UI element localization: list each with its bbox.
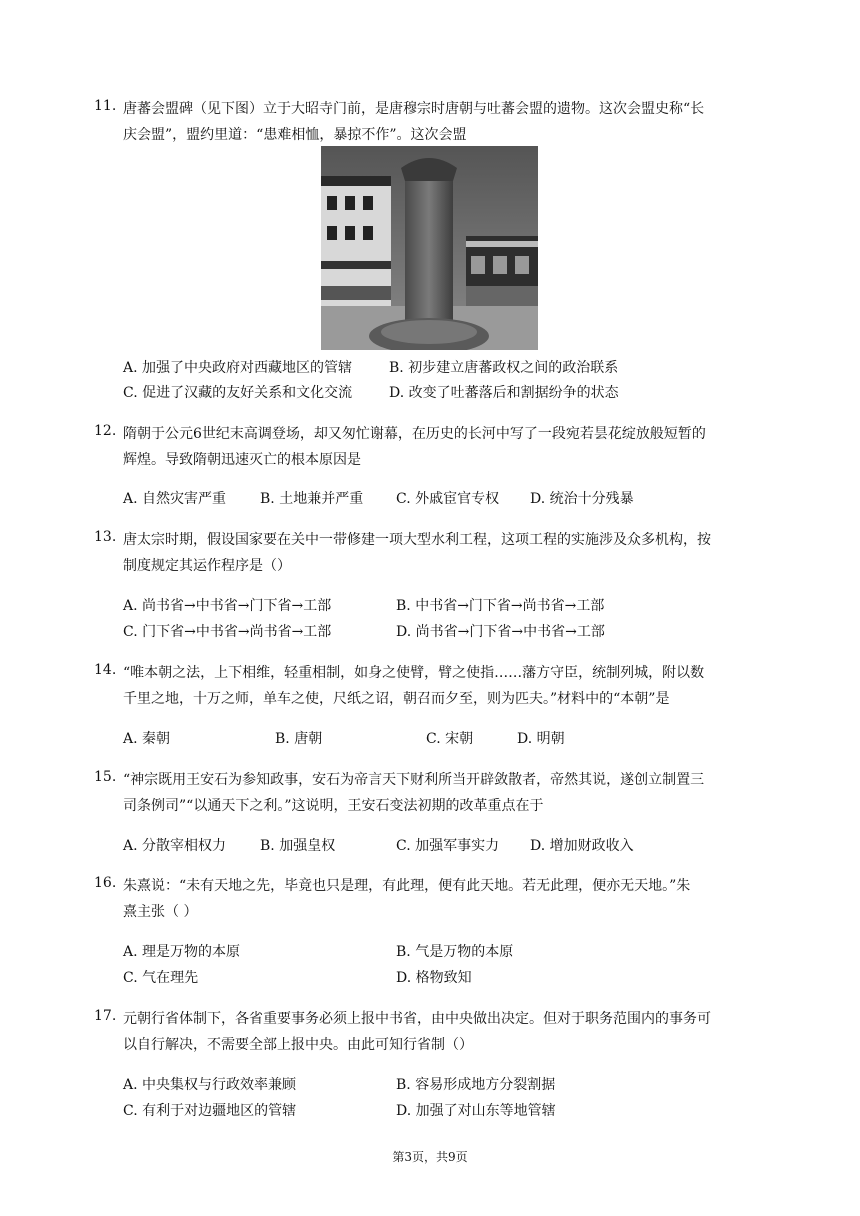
question-11-stem-line-2: 庆会盟”，盟约里道：“患难相恤，暴掠不作”。这次会盟: [123, 127, 467, 143]
question-13-option-c: C. 门下省→中书省→尚书省→工部: [123, 624, 332, 640]
question-16-option-b: B. 气是万物的本原: [396, 944, 514, 960]
question-17-option-b: B. 容易形成地方分裂割据: [396, 1077, 556, 1093]
question-17-stem-line-1: 元朝行省体制下，各省重要事务必须上报中书省，由中央做出决定。但对于职务范围内的事务可: [123, 1011, 711, 1027]
page-number-footer: 第3页，共9页: [392, 1150, 468, 1164]
question-14-option-a: A. 秦朝: [123, 731, 171, 747]
question-15-number: 15.: [94, 769, 117, 785]
question-13-option-a: A. 尚书省→中书省→门下省→工部: [123, 598, 332, 614]
question-14-stem-line-1: “唯本朝之法，上下相维，轻重相制，如身之使臂，臂之使指……藩方守臣，统制列城，附以数: [123, 665, 705, 681]
question-16-option-c: C. 气在理先: [123, 970, 199, 986]
question-12-stem-line-2: 辉煌。导致隋朝迅速灭亡的根本原因是: [123, 452, 361, 468]
question-12-number: 12.: [94, 423, 117, 439]
question-14-number: 14.: [94, 662, 117, 678]
question-16-option-d: D. 格物致知: [396, 970, 472, 986]
question-15-option-d: D. 增加财政收入: [530, 838, 634, 854]
question-12-option-c: C. 外戚宦官专权: [396, 491, 500, 507]
question-14-option-d: D. 明朝: [517, 731, 565, 747]
question-15-stem-line-2: 司条例司”“以通天下之利。”这说明，王安石变法初期的改革重点在于: [123, 798, 544, 814]
question-15-option-c: C. 加强军事实力: [396, 838, 500, 854]
question-17-stem-line-2: 以自行解决，不需要全部上报中央。由此可知行省制（）: [123, 1037, 473, 1053]
question-17-option-d: D. 加强了对山东等地管辖: [396, 1103, 556, 1119]
question-15-stem-line-1: “神宗既用王安石为参知政事，安石为帝言天下财利所当开辟敛散者，帝然其说，遂创立制置三: [123, 772, 705, 788]
question-13-option-b: B. 中书省→门下省→尚书省→工部: [396, 598, 605, 614]
question-12-option-a: A. 自然灾害严重: [123, 491, 227, 507]
question-17-number: 17.: [94, 1008, 117, 1024]
question-15-option-b: B. 加强皇权: [260, 838, 336, 854]
question-11-option-b: B. 初步建立唐蕃政权之间的政治联系: [389, 360, 619, 376]
question-13-stem-line-1: 唐太宗时期，假设国家要在关中一带修建一项大型水利工程，这项工程的实施涉及众多机构，按: [123, 532, 711, 548]
question-12-option-b: B. 土地兼并严重: [260, 491, 364, 507]
tang-tibet-alliance-stele-photo: [321, 146, 538, 350]
question-16-option-a: A. 理是万物的本原: [123, 944, 241, 960]
question-15-option-a: A. 分散宰相权力: [123, 838, 227, 854]
question-13-number: 13.: [94, 529, 117, 545]
question-11-number: 11.: [94, 98, 117, 114]
question-16-stem-line-2: 熹主张（ ）: [123, 904, 198, 920]
question-14-stem-line-2: 千里之地，十万之师，单车之使，尺纸之诏，朝召而夕至，则为匹夫。”材料中的“本朝”是: [123, 691, 670, 707]
question-11-option-d: D. 改变了吐蕃落后和割据纷争的状态: [389, 385, 619, 401]
question-11-stem-line-1: 唐蕃会盟碑（见下图）立于大昭寺门前，是唐穆宗时唐朝与吐蕃会盟的遗物。这次会盟史称“长: [123, 101, 705, 117]
question-13-option-d: D. 尚书省→门下省→中书省→工部: [396, 624, 605, 640]
question-13-stem-line-2: 制度规定其运作程序是（）: [123, 558, 291, 574]
question-12-option-d: D. 统治十分残暴: [530, 491, 634, 507]
question-16-stem-line-1: 朱熹说：“未有天地之先，毕竟也只是理，有此理，便有此天地。若无此理，便亦无天地。”朱: [123, 878, 691, 894]
question-14-option-c: C. 宋朝: [426, 731, 474, 747]
question-11-option-a: A. 加强了中央政府对西藏地区的管辖: [123, 360, 353, 376]
question-17-option-c: C. 有利于对边疆地区的管辖: [123, 1103, 297, 1119]
question-17-option-a: A. 中央集权与行政效率兼顾: [123, 1077, 297, 1093]
question-12-stem-line-1: 隋朝于公元6世纪末高调登场，却又匆忙谢幕，在历史的长河中写了一段宛若昙花绽放般短暂的: [123, 426, 706, 442]
question-11-option-c: C. 促进了汉藏的友好关系和文化交流: [123, 385, 353, 401]
question-14-option-b: B. 唐朝: [275, 731, 323, 747]
question-16-number: 16.: [94, 875, 117, 891]
